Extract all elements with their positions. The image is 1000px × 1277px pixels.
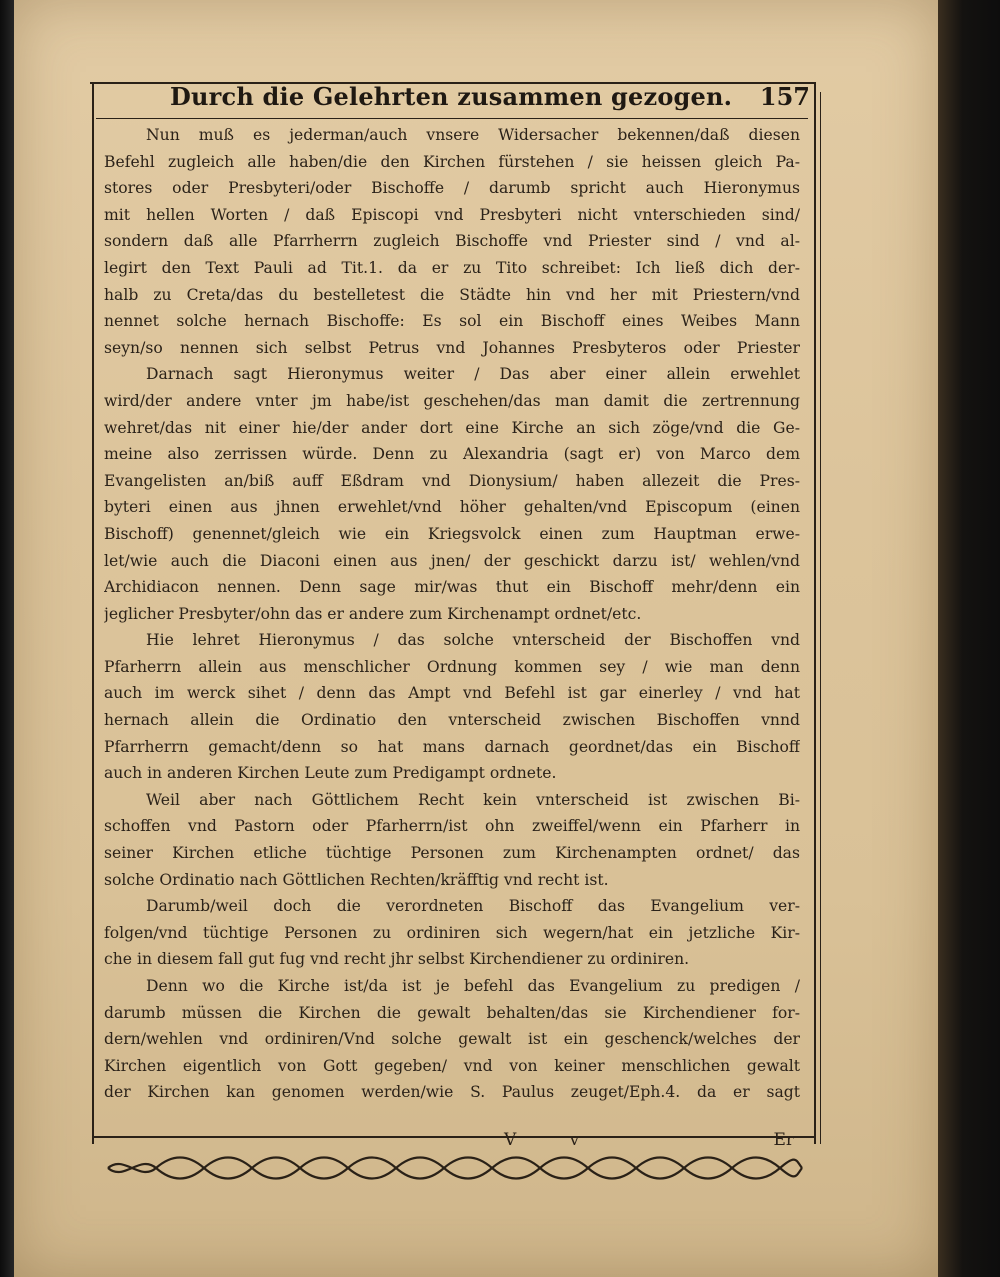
header-rule <box>96 118 808 119</box>
text-line: auch im werck sihet / denn das Ampt vnd Befehl ist gar einerley / vnd hat <box>104 684 800 703</box>
text-line: Weil aber nach Göttlichem Recht kein vnterscheid ist zwischen Bi- <box>146 790 800 809</box>
text-line: let/wie auch die Diaconi einen aus jnen/ der geschickt darzu ist/ wehlen/vnd <box>104 551 800 570</box>
text-line: Denn wo die Kirche ist/da ist je befehl das Evangelium zu predigen / <box>146 977 800 995</box>
text-line: Evangelisten an/biß auff Eßdram vnd Dionysium/ haben allezeit die Pres- <box>104 471 800 490</box>
text-line: Archidiacon nennen. Denn sage mir/was thut ein Bischoff mehr/denn ein <box>104 578 800 597</box>
text-line: solche Ordinatio nach Göttlichen Rechten/kräfftig vnd recht ist. <box>104 870 609 889</box>
text-line: legirt den Text Pauli ad Tit.1. da er zu Tito schreibet: Ich ließ dich der- <box>104 258 800 277</box>
text-line: seiner Kirchen etliche tüchtige Personen zum Kirchenampten ordnet/ das <box>104 844 800 863</box>
text-line: hernach allein die Ordinatio den vnterscheid zwischen Bischoffen vnnd <box>104 711 800 730</box>
page-footer <box>104 1128 800 1158</box>
text-line: che in diesem fall gut fug vnd recht jhr selbst Kirchendiener zu ordiniren. <box>104 950 690 969</box>
text-line: halb zu Creta/das du bestelletest die Städte hin vnd her mit Priestern/vnd <box>104 285 800 304</box>
text-line: jeglicher Presbyter/ohn das er andere zum Kirchenampt ordnet/etc. <box>104 604 642 623</box>
text-line: Pfarherrn allein aus menschlicher Ordnung kommen sey / wie man denn <box>104 657 800 676</box>
page-number: 157 <box>759 82 810 111</box>
text-line: Befehl zugleich alle haben/die den Kirchen fürstehen / sie heissen gleich Pa- <box>104 152 800 171</box>
text-line: stores oder Presbyteri/oder Bischoffe / darumb spricht auch Hieronymus <box>104 179 800 198</box>
text-line: meine also zerrissen würde. Denn zu Alexandria (sagt er) von Marco dem <box>104 445 800 464</box>
text-line: byteri einen aus jhnen erwehlet/vnd höher gehalten/vnd Episcopum (einen <box>104 498 800 517</box>
text-line: Darumb/weil doch die verordneten Bischoff das Evangelium ver- <box>146 897 800 916</box>
right-frame-rule-outer <box>820 92 821 1144</box>
text-line: folgen/vnd tüchtige Personen zu ordiniren sich wegern/hat ein jetzliche Kir- <box>104 923 800 942</box>
text-line: mit hellen Worten / daß Episcopi vnd Presbyteri nicht vnterschieden sind/ <box>104 205 800 224</box>
text-line: der Kirchen kan genomen werden/wie S. Paulus zeuget/Eph.4. da er sagt <box>104 1083 800 1102</box>
text-line: wird/der andere vnter jm habe/ist geschehen/das man damit die zertrennung <box>104 391 800 410</box>
left-frame-rule <box>92 84 94 1144</box>
running-title: Durch die Gelehrten zusammen gezogen. <box>170 82 733 111</box>
running-header <box>170 78 810 118</box>
text-line: dern/wehlen vnd ordiniren/Vnd solche gewalt ist ein geschenck/welches der <box>104 1030 800 1049</box>
text-line: Bischoff) genennet/gleich wie ein Kriegsvolck einen zum Hauptman erwe- <box>104 524 800 543</box>
signature-mark: V v <box>504 1130 604 1150</box>
right-frame-rule <box>814 84 816 1144</box>
text-line: Hie lehret Hieronymus / das solche vnterscheid der Bischoffen vnd <box>146 631 800 650</box>
text-line: schoffen vnd Pastorn oder Pfarherrn/ist ohn zweiffel/wenn ein Pfarherr in <box>104 817 800 836</box>
text-line: darumb müssen die Kirchen die gewalt behalten/das sie Kirchendiener for- <box>104 1003 800 1022</box>
catchword: Er <box>773 1130 794 1150</box>
text-line: Kirchen eigentlich von Gott gegeben/ vnd von keiner menschlichen gewalt <box>104 1056 800 1075</box>
scan-right-border <box>938 0 1000 1277</box>
scan-left-border <box>0 0 14 1277</box>
ornament-border-icon <box>104 1156 804 1180</box>
text-line: Darnach sagt Hieronymus weiter / Das aber einer allein erwehlet <box>146 365 800 384</box>
text-line: wehret/das nit einer hie/der ander dort eine Kirche an sich zöge/vnd die Ge- <box>104 418 800 437</box>
text-line: sondern daß alle Pfarrherrn zugleich Bischoffe vnd Priester sind / vnd al- <box>104 232 800 251</box>
text-line: Nun muß es jederman/auch vnsere Widersacher bekennen/daß diesen <box>146 126 800 144</box>
text-line: auch in anderen Kirchen Leute zum Predigampt ordnete. <box>104 764 557 783</box>
text-line: Pfarrherrn gemacht/denn so hat mans darnach geordnet/das ein Bischoff <box>104 737 800 756</box>
text-line: nennet solche hernach Bischoffe: Es sol ein Bischoff eines Weibes Mann <box>104 312 800 331</box>
body-text <box>104 122 800 1134</box>
text-line: seyn/so nennen sich selbst Petrus vnd Johannes Presbyteros oder Priester <box>104 338 800 357</box>
